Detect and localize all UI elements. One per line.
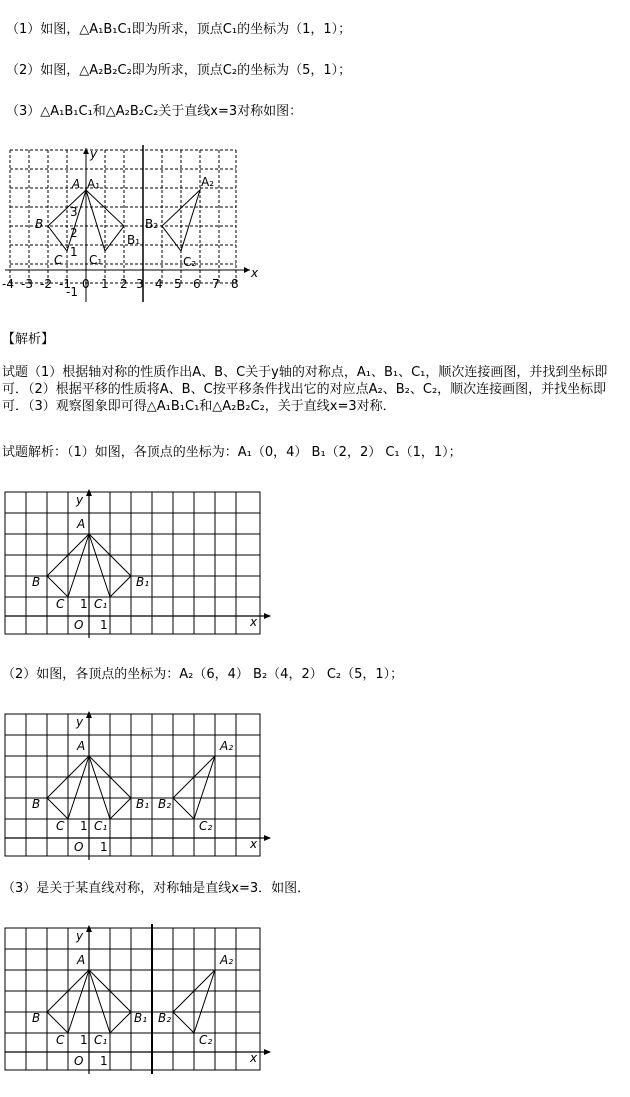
solution-step-1: 试题解析：（1）如图，各顶点的坐标为：A₁（0，4） B₁（2，2） C₁（1，1）； — [2, 445, 462, 460]
label-a: A — [77, 517, 86, 531]
label-a: A — [72, 177, 81, 191]
x-tick-4: 4 — [155, 277, 163, 291]
label-b: B — [32, 797, 41, 811]
label-c2: C₂ — [199, 819, 213, 833]
y-tick-2: 2 — [70, 226, 78, 240]
x-tick-5: 5 — [174, 277, 182, 291]
label-x: x — [250, 615, 258, 629]
figure-step3-grid — [0, 924, 280, 1076]
label-c2: C₂ — [183, 255, 197, 269]
label-c1: C₁ — [89, 253, 103, 267]
label-one-y: 1 — [80, 597, 88, 611]
x-tick-6: 6 — [193, 277, 201, 291]
label-origin: O — [74, 1054, 84, 1068]
answer-line-3: （3）△A₁B₁C₁和△A₂B₂C₂关于直线x=3对称如图： — [6, 104, 303, 119]
label-one-x: 1 — [100, 1054, 108, 1068]
label-b: B — [32, 575, 41, 589]
label-b2: B₂ — [145, 217, 159, 231]
label-c1: C₁ — [94, 597, 108, 611]
x-tick-3: 3 — [136, 277, 144, 291]
y-tick-3: 3 — [70, 205, 78, 219]
label-y: y — [76, 929, 84, 943]
figure-step1-grid — [0, 488, 280, 640]
label-a2: A₂ — [220, 739, 234, 753]
x-tick-neg1: -1 — [59, 277, 71, 291]
x-axis-label: x — [251, 266, 259, 280]
solution-step-2: （2）如图，各顶点的坐标为：A₂（6，4） B₂（4，2） C₂（5，1）； — [2, 667, 404, 682]
label-b1: B₁ — [136, 797, 150, 811]
solution-step-3: （3）是关于某直线对称，对称轴是直线x=3．如图． — [2, 881, 311, 896]
label-origin: O — [74, 618, 84, 632]
section-heading-analysis: 【解析】 — [2, 332, 55, 347]
label-one-y: 1 — [80, 819, 88, 833]
y-tick-neg1: -1 — [66, 285, 78, 299]
y-axis-label: y — [90, 147, 98, 161]
label-a: A — [77, 739, 86, 753]
x-tick-neg3: -3 — [21, 277, 33, 291]
y-tick-1: 1 — [70, 245, 78, 259]
x-tick-neg2: -2 — [40, 277, 52, 291]
label-c2: C₂ — [199, 1033, 213, 1047]
x-tick-neg4: -4 — [2, 277, 14, 291]
label-c: C — [54, 253, 63, 267]
label-y: y — [76, 715, 84, 729]
label-c: C — [56, 819, 65, 833]
x-tick-1: 1 — [101, 277, 109, 291]
label-b1: B₁ — [127, 233, 141, 247]
label-b2: B₂ — [158, 1011, 172, 1025]
label-b1: B₁ — [136, 575, 150, 589]
label-b1: B₁ — [134, 1011, 148, 1025]
label-one-y: 1 — [80, 1033, 88, 1047]
x-tick-2: 2 — [120, 277, 128, 291]
label-b: B — [32, 1011, 41, 1025]
label-x: x — [250, 1051, 258, 1065]
label-a2: A₂ — [201, 175, 215, 189]
answer-line-1: （1）如图，△A₁B₁C₁即为所求，顶点C₁的坐标为（1，1）； — [6, 22, 352, 37]
label-a1: A₁ — [87, 177, 101, 191]
analysis-paragraph: 试题（1）根据轴对称的性质作出A、B、C关于y轴的对称点，A₁、B₁、C₁，顺次连接画图，并找到坐标即可．（2）根据平移的性质将A、B、C按平移条件找出它的对应点A₂、B₂、C₂，顺次连接画图，并找坐标即可．（3）观察图象即可得△A₁B₁C₁和△A₂B₂C₂，关于直线x=3对称． — [2, 365, 608, 414]
label-one-x: 1 — [100, 840, 108, 854]
label-x: x — [250, 837, 258, 851]
label-c1: C₁ — [94, 819, 108, 833]
figure-step2-grid — [0, 710, 280, 862]
label-c1: C₁ — [94, 1033, 108, 1047]
label-one-x: 1 — [100, 618, 108, 632]
label-b2: B₂ — [158, 797, 172, 811]
figure-symmetry-dashed-grid — [0, 140, 270, 310]
answer-line-2: （2）如图，△A₂B₂C₂即为所求，顶点C₂的坐标为（5，1）； — [6, 63, 352, 78]
label-a2: A₂ — [220, 953, 234, 967]
label-c: C — [56, 597, 65, 611]
x-tick-0: 0 — [82, 277, 90, 291]
label-c: C — [56, 1033, 65, 1047]
x-tick-8: 8 — [231, 277, 239, 291]
label-y: y — [76, 493, 84, 507]
label-a: A — [77, 953, 86, 967]
x-tick-7: 7 — [212, 277, 220, 291]
label-origin: O — [74, 840, 84, 854]
label-b: B — [35, 217, 44, 231]
